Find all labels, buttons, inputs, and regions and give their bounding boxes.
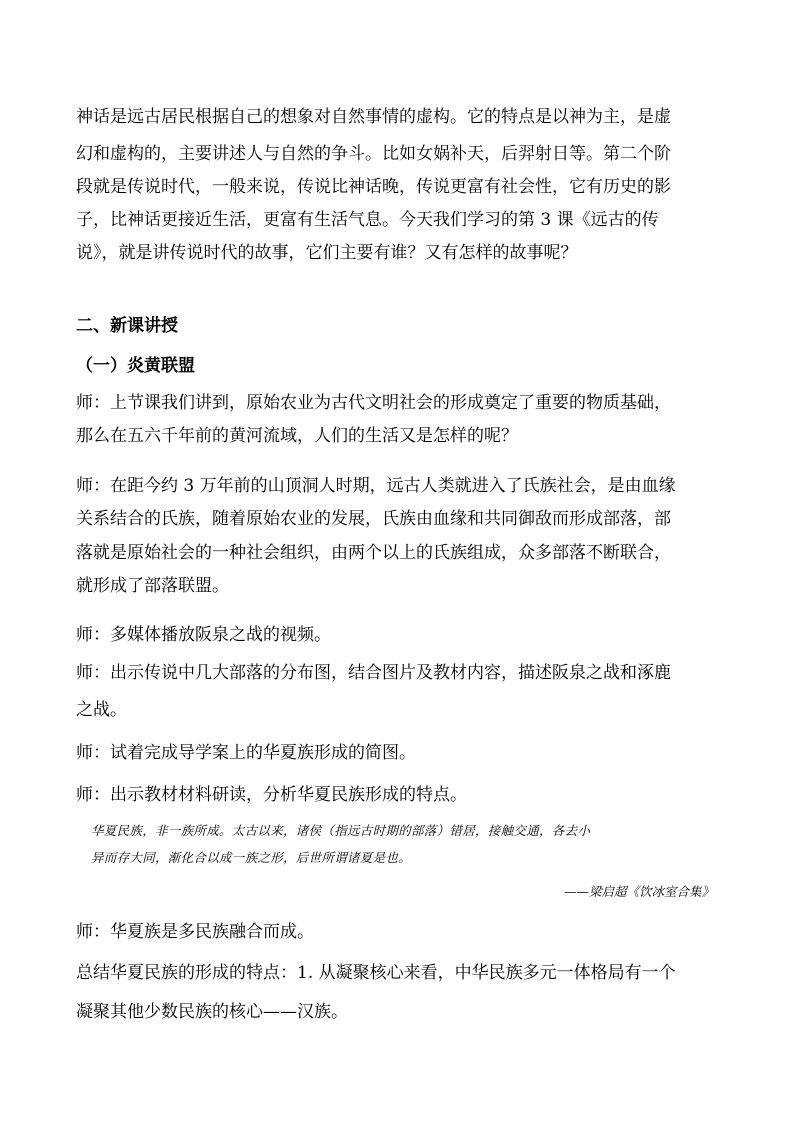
summary-line-1: 总结华夏民族的形成的特点：1. 从凝聚核心来看，中华民族多元一体格局有一个	[76, 963, 676, 983]
teacher2-line-2: 关系结合的氏族，随着原始农业的发展，氏族由血缘和共同御敌而形成部落，部	[76, 509, 671, 529]
summary-line-2: 凝聚其他少数民族的核心——汉族。	[76, 1002, 348, 1022]
quote-source: ——梁启超《饮冰室合集》	[563, 884, 714, 899]
quote-line-1: 华夏民族，非一族所成。太古以来，诸侯（指远古时期的部落）错居，接触交通，各去小	[91, 823, 591, 838]
quote-line-2: 异而存大同，渐化合以成一族之形，后世所谓诸夏是也。	[91, 850, 412, 865]
section-heading: 二、新课讲授	[76, 316, 178, 336]
teacher7-line: 师：华夏族是多民族融合而成。	[76, 922, 314, 942]
teacher2-line-4: 就形成了部落联盟。	[76, 576, 229, 596]
teacher6-line: 师：出示教材材料研读，分析华夏民族形成的特点。	[76, 785, 467, 805]
subsection-heading: （一）炎黄联盟	[76, 356, 195, 376]
intro-line-3: 段就是传说时代，一般来说，传说比神话晚，传说更富有社会性，它有历史的影	[76, 177, 671, 197]
intro-line-2: 幻和虚构的，主要讲述人与自然的争斗。比如女娲补天，后羿射日等。第二个阶	[76, 144, 671, 164]
teacher4-line-2: 之战。	[76, 700, 127, 720]
intro-line-1: 神话是远古居民根据自己的想象对自然事情的虚构。它的特点是以神为主，是虚	[76, 107, 671, 127]
teacher2-line-1: 师：在距今约 3 万年前的山顶洞人时期，远古人类就进入了氏族社会，是由血缘	[76, 476, 676, 496]
teacher3-line: 师：多媒体播放阪泉之战的视频。	[76, 625, 331, 645]
teacher5-line: 师：试着完成导学案上的华夏族形成的简图。	[76, 743, 416, 763]
teacher1-line-1: 师：上节课我们讲到，原始农业为古代文明社会的形成奠定了重要的物质基础，	[76, 393, 671, 413]
intro-line-4: 子，比神话更接近生活，更富有生活气息。今天我们学习的第 3 课《远古的传	[76, 210, 659, 230]
intro-line-5: 说》，就是讲传说时代的故事，它们主要有谁？又有怎样的故事呢？	[76, 243, 578, 263]
teacher2-line-3: 落就是原始社会的一种社会组织，由两个以上的氏族组成，众多部落不断联合，	[76, 543, 671, 563]
teacher4-line-1: 师：出示传说中几大部落的分布图，结合图片及教材内容，描述阪泉之战和涿鹿	[76, 663, 671, 683]
teacher1-line-2: 那么在五六千年前的黄河流域，人们的生活又是怎样的呢？	[76, 426, 518, 446]
